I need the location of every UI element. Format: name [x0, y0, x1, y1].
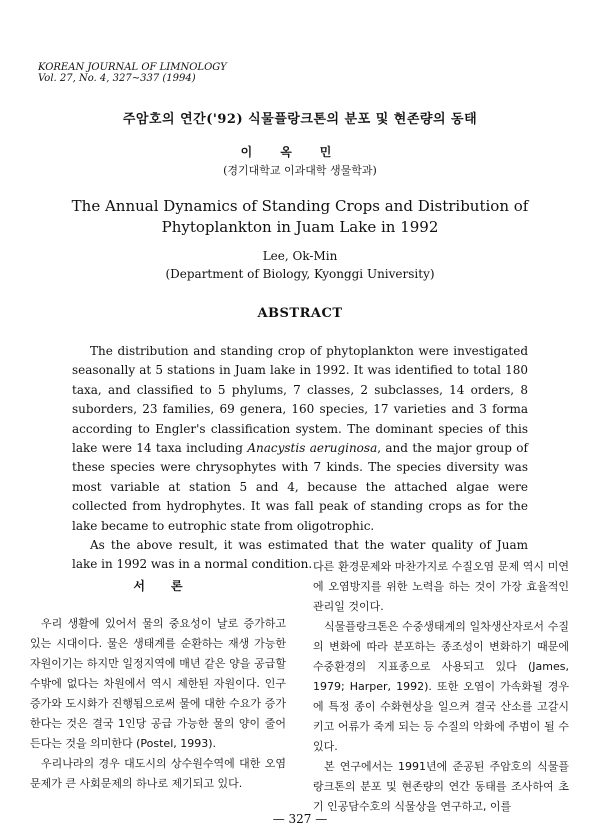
species-name: Anacystis aeruginosa [247, 441, 378, 456]
abstract-heading: ABSTRACT [257, 306, 343, 321]
korean-title: 주암호의 연간('92) 식물플랑크톤의 분포 및 현존량의 동태 [122, 112, 478, 127]
english-title: The Annual Dynamics of Standing Crops and Distribution of Phytoplankton in Juam Lake in 1992 [71, 197, 529, 236]
intro-paragraph-1: 우리 생활에 있어서 물의 중요성이 날로 증가하고 있는 시대이다. 물은 생태계를 순환하는 재생 가능한 자원이기는 하지만 일정지역에 매년 같은 양을 공급할 수밖에 없다는 차원에서 역시 제한된 자원이다. 인구증가와 도시화가 진행됨으로써 물에 대한 수요가 증가한다는 것은 결국 1인당 공급 가능한 물의 양이 줄어든다는 것을 의미한다 (Postel, 1993). [30, 617, 286, 750]
intro-paragraph-2: 우리나라의 경우 대도시의 상수원수역에 대한 오염문제가 큰 사회문제의 하나로 제기되고 있다. [30, 757, 286, 790]
abstract-paragraph-1 [72, 342, 528, 536]
page-number: — 327 — [272, 812, 328, 826]
right-paragraph-continued: 다른 환경문제와 마찬가지로 수질오염 문제 역시 미연에 오염방지를 위한 노력을 하는 것이 가장 효율적인 관리일 것이다. [313, 560, 569, 613]
abstract-text-a: The distribution and standing crop of phytoplankton were investigated seasonally at 5 stations in Juam lake in 1992. It was identified to total 180 taxa, and classified to 5 phylums, 7 classes, 2 subclasses, 14 orders, 8 suborders, 23 families, 69 genera, 160 species, 17 varieties and 3 forma according to Engler's classification system. The dominant species of this lake were 14 taxa including [72, 344, 528, 456]
journal-header [38, 62, 227, 84]
abstract-body [72, 342, 528, 575]
journal-name: KOREAN JOURNAL OF LIMNOLOGY [38, 62, 227, 73]
abstract-text-b: , and the major group of these species were chrysophytes with 7 kinds. The species diversity was most variable at station 5 and 4, because the attached algae were collected from hydrophytes. It was fall peak of standing crops as for the lake became to eutrophic state from oligotrophic. [72, 441, 528, 533]
english-affiliation: (Department of Biology, Kyonggi University) [165, 267, 435, 281]
introduction-heading: 서론 [133, 579, 209, 593]
english-author: Lee, Ok-Min [262, 249, 338, 263]
right-paragraph-1: 식물플랑크톤은 수중생태계의 일차생산자로서 수질의 변화에 따라 분포하는 종조성이 변화하기 때문에 수중환경의 지표종으로 사용되고 있다 (James, 1979; Harper, 1992). 또한 오염이 가속화될 경우에 특정 종이 수화현상을 일으켜 결국 산소를 고갈시키고 어류가 죽게 되는 등 수질의 악화에 주범이 될 수 있다. [313, 620, 569, 753]
korean-author: 이옥민 [240, 145, 360, 159]
right-column [313, 557, 569, 817]
abstract-paragraph-2: As the above result, it was estimated that the water quality of Juam lake in 1992 was in a normal condition. [72, 538, 528, 572]
left-column [30, 562, 286, 794]
korean-affiliation: (경기대학교 이과대학 생물학과) [223, 164, 377, 177]
journal-volume: Vol. 27, No. 4, 327∼337 (1994) [38, 73, 196, 84]
right-paragraph-2: 본 연구에서는 1991년에 준공된 주암호의 식물플랑크톤의 분포 및 현존량의 연간 동태를 조사하여 초기 인공담수호의 식물상을 연구하고, 이를 [313, 760, 569, 813]
